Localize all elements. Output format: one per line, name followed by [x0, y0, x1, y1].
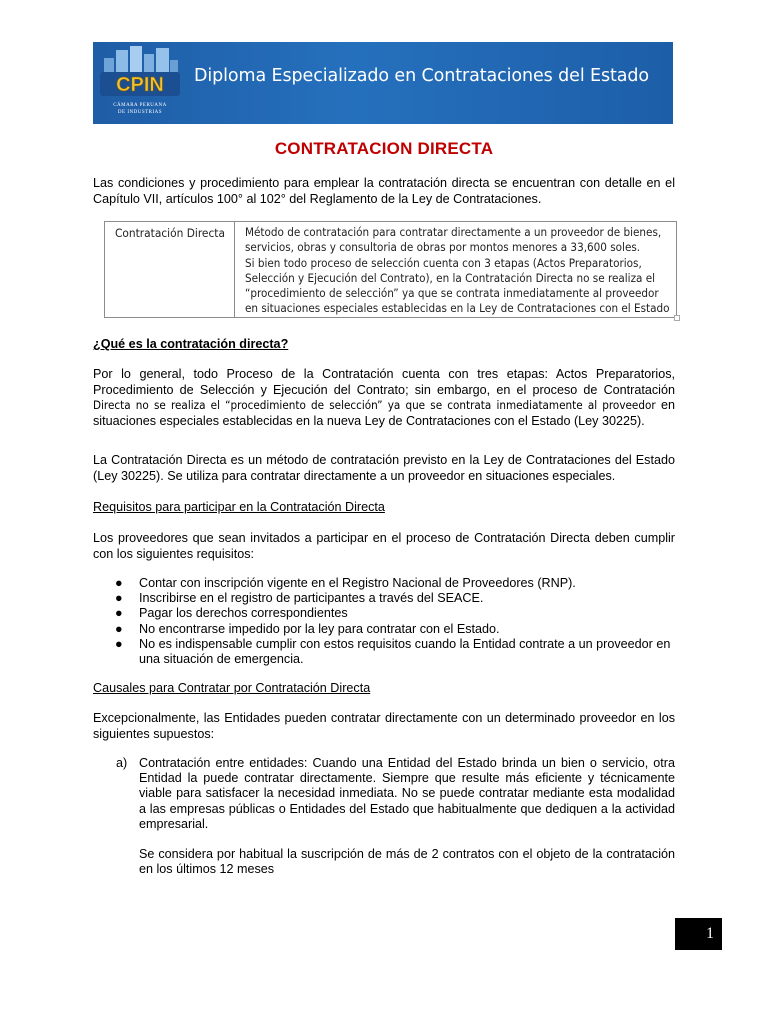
bullet-icon: ●	[115, 621, 123, 636]
definition-line: “procedimiento de selección” ya que se contrata inmediatamente al proveedor	[245, 286, 659, 301]
list-item: ● No es indispensable cumplir con estos requisitos cuando la Entidad contrate a un proveedor en una situación de emergencia.	[115, 636, 671, 667]
definition-line: Método de contratación para contratar directamente a un proveedor de bienes,	[245, 225, 662, 239]
definition-label: Contratación Directa	[115, 226, 225, 240]
definition-table	[104, 221, 677, 318]
bullet-icon: ●	[115, 636, 123, 651]
section2-paragraph: Los proveedores que sean invitados a participar en el proceso de Contratación Directa deben cumplir con los siguientes requisitos:	[93, 531, 675, 561]
logo-caption: CÁMARA PERUANA DE INDUSTRIAS	[113, 103, 167, 115]
definition-label-cell	[105, 222, 235, 317]
table-resize-handle	[674, 315, 680, 321]
enum-marker: a)	[116, 756, 128, 770]
definition-line: en situaciones especiales establecidas en la Ley de Contrataciones con el Estado	[245, 301, 670, 316]
bullet-icon: ●	[115, 576, 123, 590]
section3-paragraph: Excepcionalmente, las Entidades pueden contratar directamente con un determinado proveedor en los siguientes supuestos:	[93, 711, 675, 741]
section-heading-causales: Causales para Contratar por Contratación Directa	[93, 681, 371, 695]
list-item: ● No encontrarse impedido por la ley para contratar con el Estado.	[115, 621, 500, 636]
definition-text	[245, 225, 675, 317]
causal-item-a-text: Contratación entre entidades: Cuando una Entidad del Estado brinda un bien o servicio, otra Entidad la puede contratar directamente. Siempre que resulte más eficiente y técnicamente viable para satisfacer la necesidad inmediata. No se puede contratar mediante esta modalidad a las empresas públicas o Entidades del Estado que habitualmente que dediquen a la actividad empresarial.	[139, 756, 675, 831]
definition-line: Si bien todo proceso de selección cuenta con 3 etapas (Actos Preparatorios,	[245, 255, 642, 270]
causal-item-a-note: Se considera por habitual la suscripción de más de 2 contratos con el objeto de la contratación en los últimos 12 meses	[139, 847, 675, 877]
intro-paragraph: Las condiciones y procedimiento para emplear la contratación directa se encuentran con detalle en el Capítulo VII, artículos 100° al 102° del Reglamento de la Ley de Contrataciones.	[93, 176, 675, 206]
section-heading-que-es: ¿Qué es la contratación directa?	[93, 337, 289, 351]
bullet-icon: ●	[115, 591, 123, 606]
page-number-box	[675, 918, 722, 950]
requirements-list	[93, 576, 675, 667]
definition-line: Selección y Ejecución del Contrato), en la Contratación Directa no se realiza el	[245, 270, 656, 285]
list-item: ● Contar con inscripción vigente en el Registro Nacional de Proveedores (RNP).	[115, 576, 576, 590]
section1-paragraph1: Por lo general, todo Proceso de la Contratación cuenta con tres etapas: Actos Preparatorios, Procedimiento de Selección y Ejecución del Contrato; sin embargo, en el proceso de Contratación Directa no se realiza el “procedimiento de selección” ya que se contrata inmediatamente al proveedor en situaciones especiales establecidas en la nueva Ley de Contrataciones con el Estado (Ley 30225).	[93, 367, 676, 428]
bullet-icon: ●	[115, 606, 123, 621]
causal-item-a	[116, 756, 675, 877]
page-number: 1	[706, 925, 714, 942]
definition-line: servicios, obras y consultoria de obras por montos menores a 33,600 soles.	[245, 240, 641, 255]
banner-title: Diploma Especializado en Contrataciones del Estado	[194, 66, 650, 86]
section-heading-requisitos: Requisitos para participar en la Contratación Directa	[93, 500, 385, 514]
list-item: ● Inscribirse en el registro de participantes a través del SEACE.	[115, 591, 484, 606]
document-title: CONTRATACION DIRECTA	[274, 139, 494, 158]
logo-text: CPIN	[116, 74, 164, 96]
section1-paragraph2: La Contratación Directa es un método de contratación previsto en la Ley de Contrataciones del Estado (Ley 30225). Se utiliza para contratar directamente a un proveedor en situaciones especiales.	[93, 453, 675, 483]
list-item: ● Pagar los derechos correspondientes	[115, 606, 348, 621]
